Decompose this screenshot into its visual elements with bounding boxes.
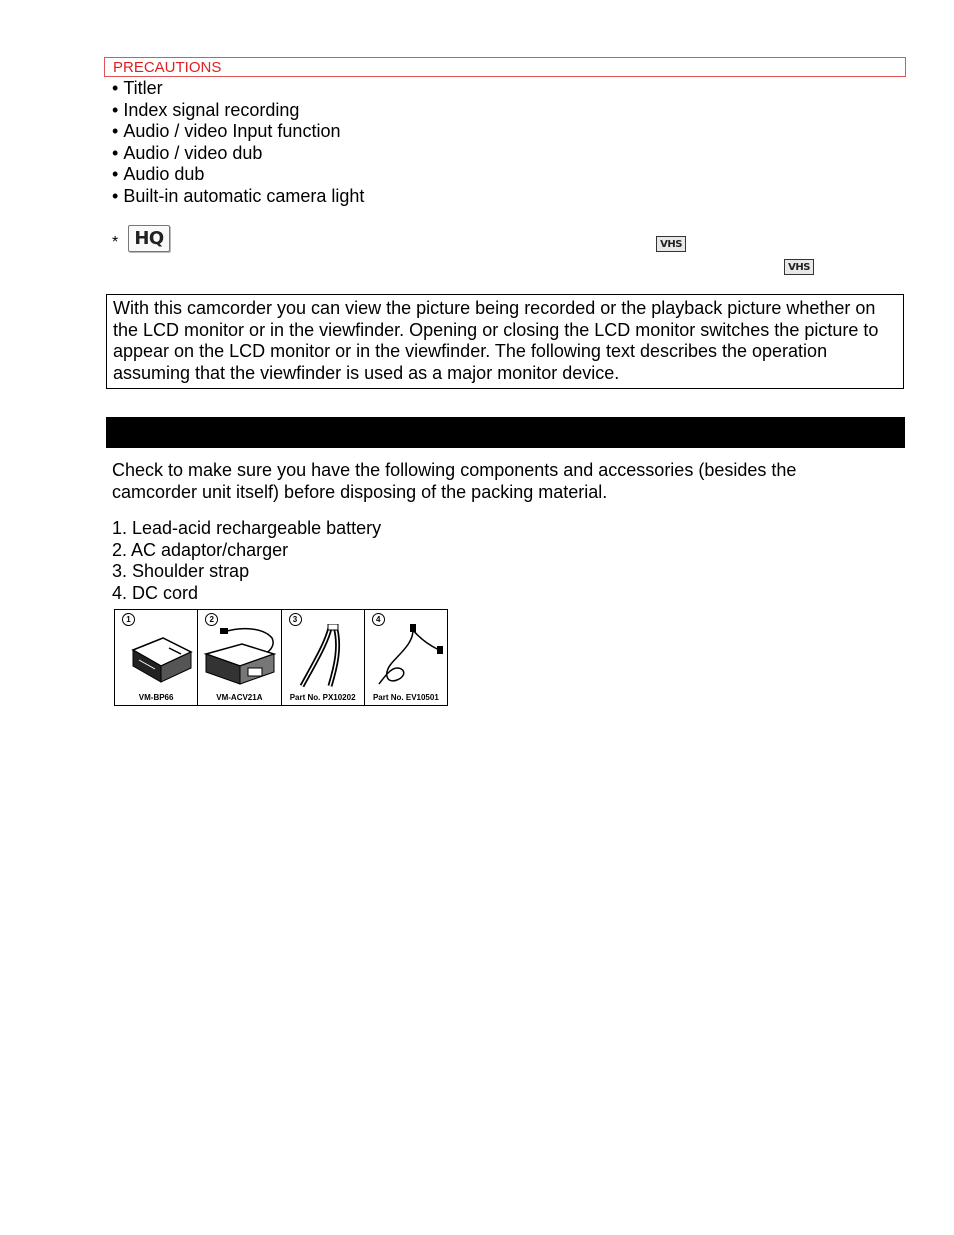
figure-caption: Part No. EV10501 [372, 693, 439, 702]
figure-number: 4 [372, 613, 385, 626]
list-item: 2. AC adaptor/charger [112, 539, 289, 560]
accessories-list [112, 518, 381, 604]
vhs-logo-icon: VHS [784, 259, 814, 275]
list-item: 3. Shoulder strap [112, 561, 250, 582]
figure-caption: Part No. PX10202 [289, 693, 356, 702]
figure-number: 3 [289, 613, 302, 626]
info-box [106, 294, 904, 389]
figure-number: 2 [205, 613, 218, 626]
list-item: 1. Lead-acid rechargeable battery [112, 518, 382, 538]
list-item: • Titler [112, 78, 364, 100]
ac-adaptor-illustration-icon [202, 624, 278, 688]
vhs-logo-icon: VHS [656, 236, 686, 252]
list-item: • Audio / video dub [112, 143, 364, 165]
info-box-text: With this camcorder you can view the picture being recorded or the playback picture whether on the LCD monitor or in the viewfinder. Opening or closing the LCD monitor switches the picture to appear on the LCD monitor or in the viewfinder. The following text describes the operation assuming that the viewfinder is used as a major monitor device. [113, 298, 879, 384]
figure-cell-adaptor [198, 610, 281, 705]
battery-illustration-icon [119, 624, 195, 686]
figure-cell-dc-cord [365, 610, 447, 705]
section-header [104, 57, 906, 77]
figure-cell-strap [282, 610, 365, 705]
section-title-bar [106, 417, 905, 448]
figure-caption: VM-ACV21A [216, 693, 263, 702]
figure-number: 1 [122, 613, 135, 626]
list-item: • Audio / video Input function [112, 121, 364, 143]
accessories-figure [114, 609, 448, 706]
list-item: 4. DC cord [112, 582, 199, 603]
note-asterisk: * [112, 234, 119, 251]
list-item: • Index signal recording [112, 100, 364, 122]
list-item: • Built-in automatic camera light [112, 186, 364, 208]
dc-cord-illustration-icon [369, 624, 445, 688]
list-item: • Audio dub [112, 164, 364, 186]
figure-cell-battery [115, 610, 198, 705]
figure-caption: VM-BP66 [138, 693, 174, 702]
feature-list [112, 78, 364, 208]
shoulder-strap-illustration-icon [286, 624, 362, 688]
section-header-label: PRECAUTIONS [113, 59, 222, 76]
accessories-intro: Check to make sure you have the following components and accessories (besides the camcorder unit itself) before disposing of the packing material. [112, 460, 797, 502]
hq-logo-icon: HQ [128, 225, 170, 252]
